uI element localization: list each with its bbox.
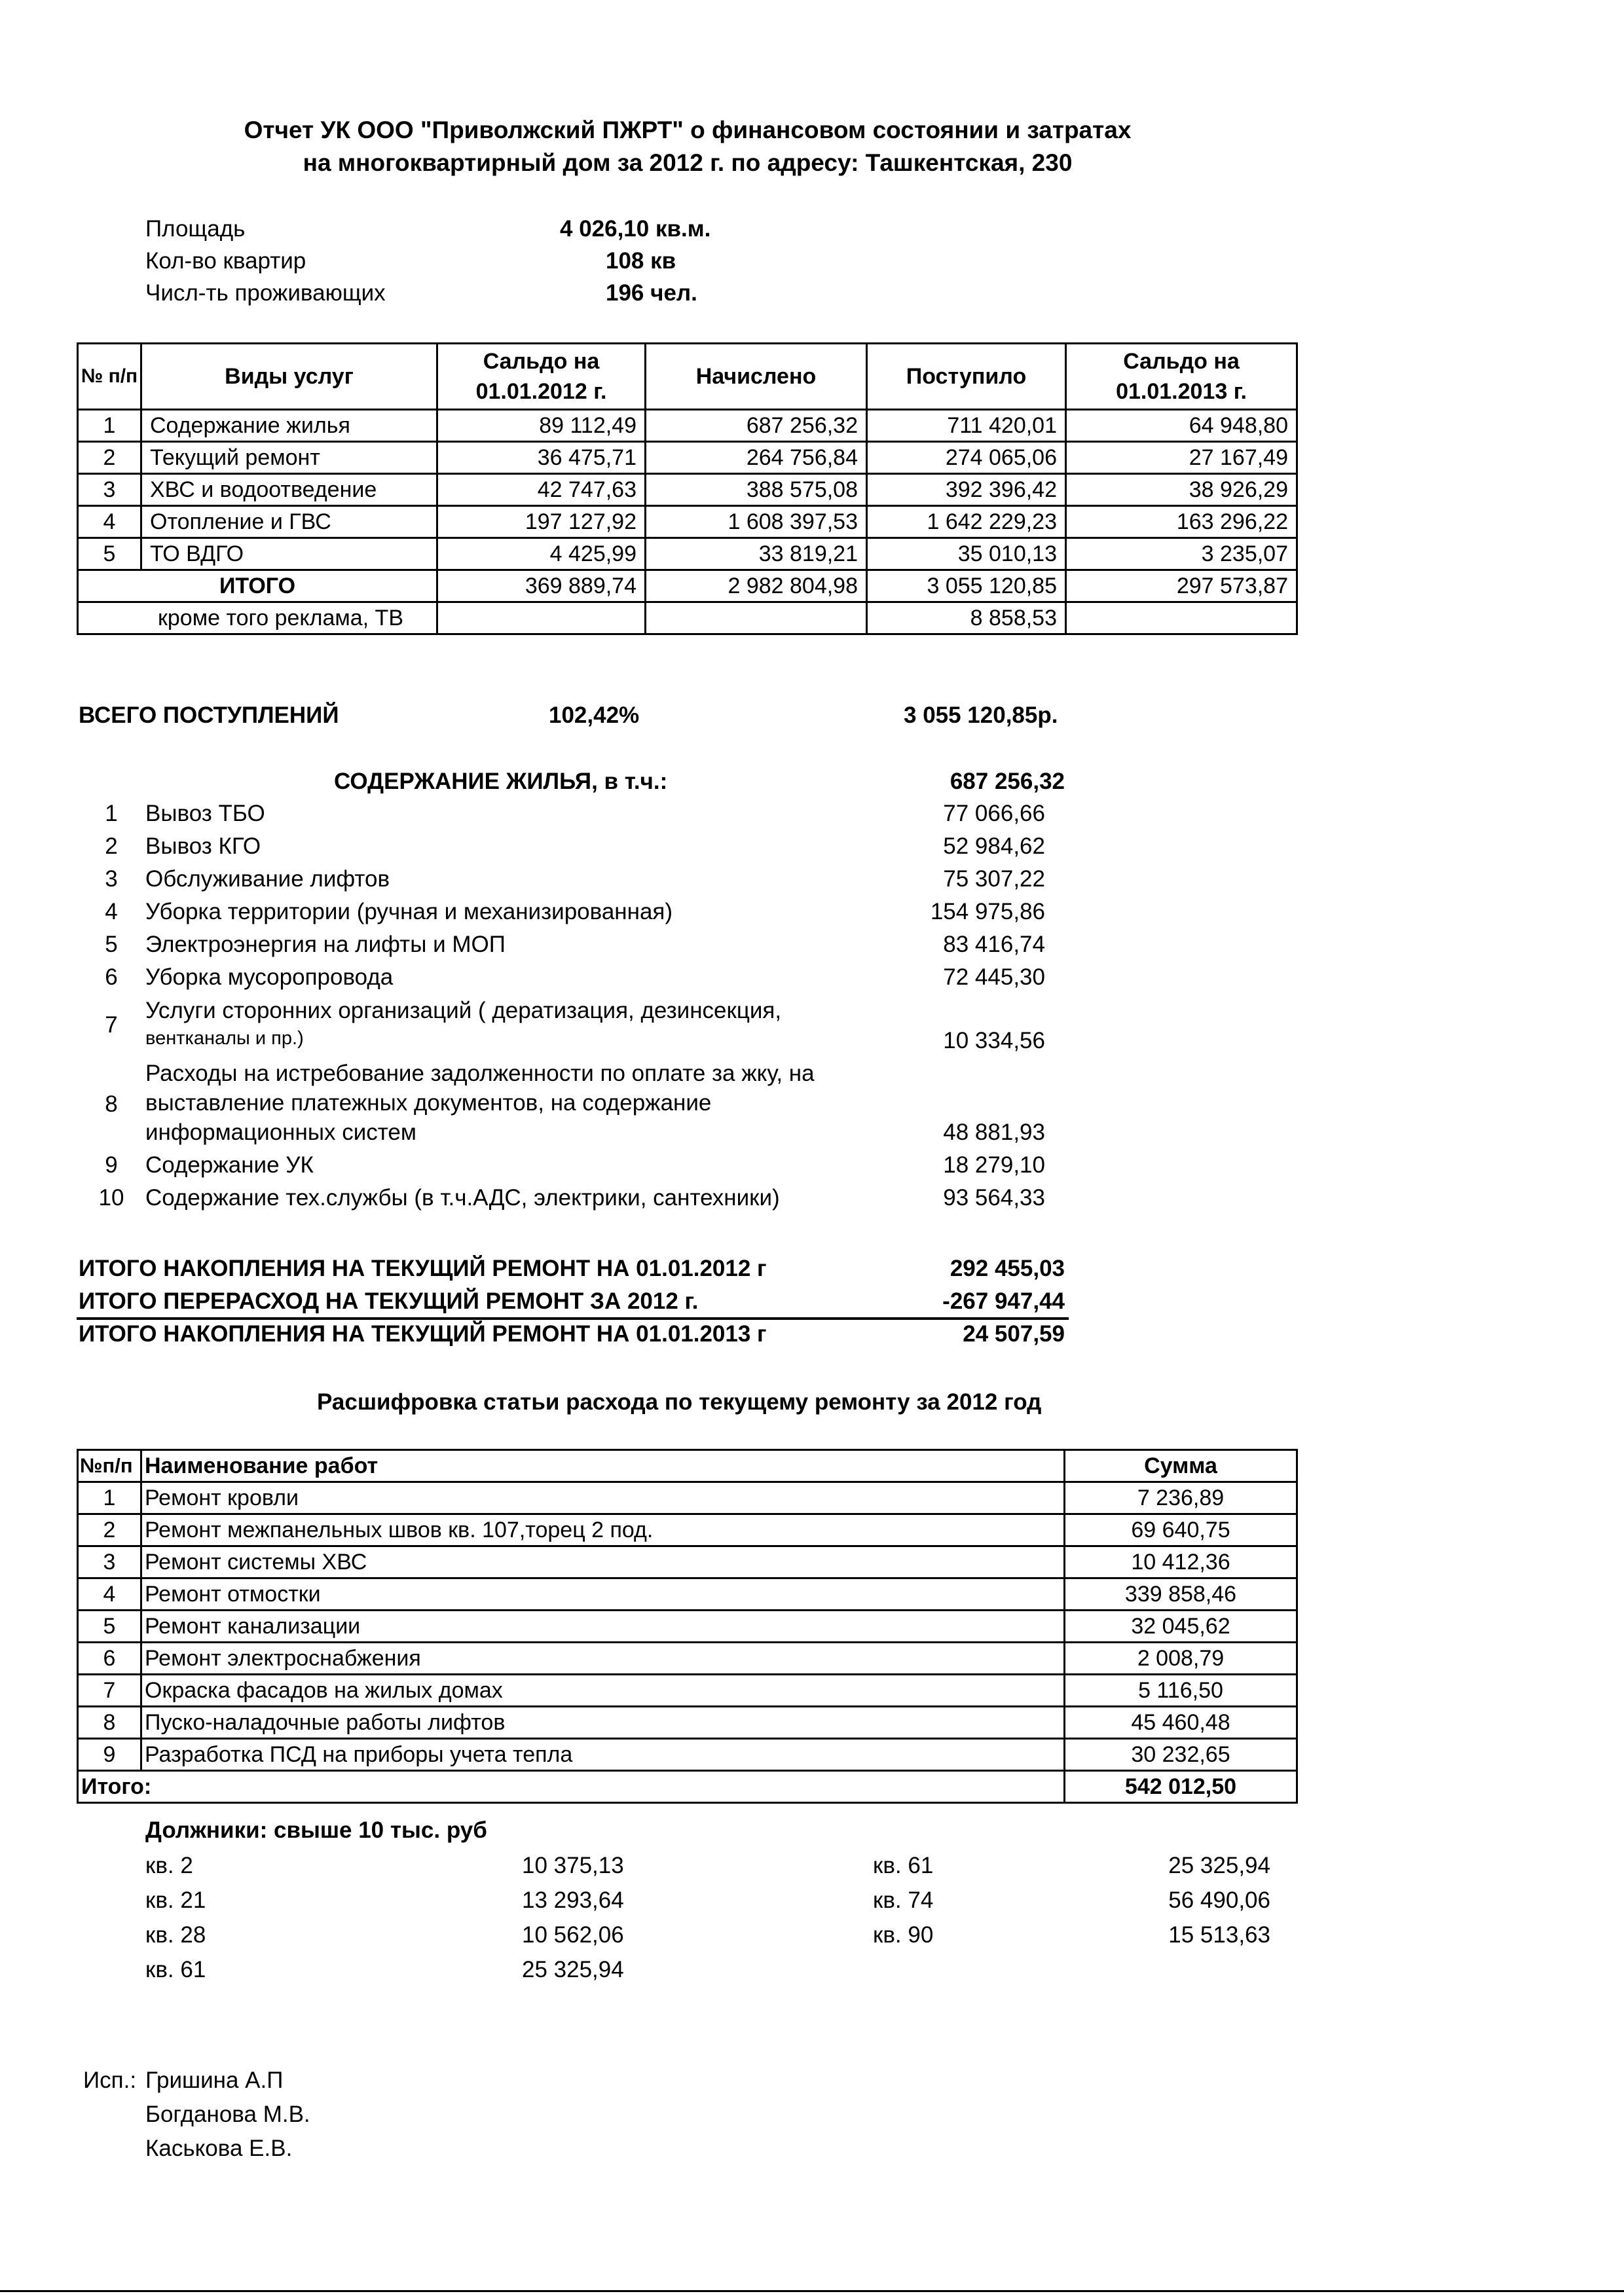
item-name: Расходы на истребование задолженности по оплате за жку, на — [145, 1061, 815, 1086]
item-name: выставление платежных документов, на содержание — [145, 1090, 712, 1116]
row-number: 1 — [78, 1482, 141, 1514]
executor-name: Гришина А.П — [145, 2068, 284, 2093]
debtor-amount: 15 513,63 — [1168, 1922, 1270, 1948]
repair-summary-label: ИТОГО НАКОПЛЕНИЯ НА ТЕКУЩИЙ РЕМОНТ НА 01.01.2013 г — [79, 1321, 767, 1347]
total-received-percent: 102,42% — [549, 702, 640, 728]
summary-divider — [77, 1317, 1069, 1320]
service-name: ТО ВДГО — [141, 538, 437, 570]
balance-end: 64 948,80 — [1066, 410, 1297, 442]
debtor-apartment: кв. 2 — [145, 1853, 193, 1878]
charged: 1 608 397,53 — [646, 506, 867, 538]
work-name: Ремонт кровли — [141, 1482, 1065, 1514]
item-number: 10 — [98, 1185, 124, 1211]
item-value: 93 564,33 — [943, 1185, 1045, 1211]
info-value: 108 кв — [606, 248, 676, 274]
balance-start: 89 112,49 — [437, 410, 646, 442]
received: 274 065,06 — [867, 442, 1066, 474]
item-number: 9 — [105, 1152, 118, 1178]
row-number: 5 — [78, 1611, 141, 1643]
received: 392 396,42 — [867, 474, 1066, 506]
extra-received: 8 858,53 — [867, 602, 1066, 634]
table-header-row — [78, 344, 1297, 410]
balance-end: 163 296,22 — [1066, 506, 1297, 538]
column-header: Сумма — [1065, 1450, 1297, 1482]
page-bottom-line — [0, 2290, 1624, 2292]
info-value: 4 026,10 кв.м. — [560, 216, 711, 242]
maintenance-total: 687 256,32 — [950, 769, 1065, 794]
total-sum: 542 012,50 — [1065, 1771, 1297, 1803]
repair-summary-value: 24 507,59 — [963, 1321, 1065, 1347]
row-number: 2 — [78, 442, 141, 474]
work-sum: 69 640,75 — [1065, 1514, 1297, 1546]
empty-cell — [437, 602, 646, 634]
work-sum: 5 116,50 — [1065, 1675, 1297, 1707]
service-name: Отопление и ГВС — [141, 506, 437, 538]
item-number: 2 — [105, 833, 118, 859]
extra-label: кроме того реклама, ТВ — [78, 602, 437, 634]
repair-summary-label: ИТОГО ПЕРЕРАСХОД НА ТЕКУЩИЙ РЕМОНТ ЗА 2012 г. — [79, 1288, 699, 1314]
table-header-row — [78, 1450, 1297, 1482]
item-name: Обслуживание лифтов — [145, 866, 390, 892]
item-value: 83 416,74 — [943, 932, 1045, 957]
work-name: Разработка ПСД на приборы учета тепла — [141, 1739, 1065, 1771]
executor-name: Богданова М.В. — [145, 2102, 310, 2127]
total-received-amount: 3 055 120,85р. — [904, 702, 1058, 728]
item-number: 8 — [105, 1091, 118, 1117]
row-number: 7 — [78, 1675, 141, 1707]
debtor-apartment: кв. 61 — [145, 1957, 206, 1982]
debtor-amount: 10 562,06 — [522, 1922, 624, 1948]
row-number: 3 — [78, 1546, 141, 1578]
total-balance-end: 297 573,87 — [1066, 570, 1297, 602]
item-value: 72 445,30 — [943, 964, 1045, 990]
table-extra-row — [78, 602, 1297, 634]
work-sum: 30 232,65 — [1065, 1739, 1297, 1771]
item-name: Вывоз ТБО — [145, 801, 265, 826]
column-header: Сальдо на 01.01.2013 г. — [1066, 344, 1297, 410]
debtor-apartment: кв. 90 — [873, 1922, 934, 1948]
repair-summary-value: -267 947,44 — [942, 1288, 1065, 1314]
debtor-amount: 25 325,94 — [522, 1957, 624, 1982]
column-header: Начислено — [646, 344, 867, 410]
item-number: 1 — [105, 801, 118, 826]
table-total-row — [78, 1771, 1297, 1803]
repair-summary-label: ИТОГО НАКОПЛЕНИЯ НА ТЕКУЩИЙ РЕМОНТ НА 01.01.2012 г — [79, 1256, 767, 1281]
work-sum: 339 858,46 — [1065, 1578, 1297, 1611]
received: 35 010,13 — [867, 538, 1066, 570]
balance-start: 4 425,99 — [437, 538, 646, 570]
debtor-apartment: кв. 28 — [145, 1922, 206, 1948]
repair-summary-value: 292 455,03 — [950, 1256, 1065, 1281]
item-name: Содержание УК — [145, 1152, 314, 1178]
item-name: вентканалы и пр.) — [145, 1028, 304, 1049]
work-sum: 32 045,62 — [1065, 1611, 1297, 1643]
balance-end: 38 926,29 — [1066, 474, 1297, 506]
work-name: Ремонт межпанельных швов кв. 107,торец 2 под. — [141, 1514, 1065, 1546]
balance-end: 3 235,07 — [1066, 538, 1297, 570]
debtor-apartment: кв. 74 — [873, 1887, 934, 1913]
total-label: ИТОГО — [78, 570, 437, 602]
work-sum: 2 008,79 — [1065, 1643, 1297, 1675]
work-name: Окраска фасадов на жилых домах — [141, 1675, 1065, 1707]
debtor-apartment: кв. 21 — [145, 1887, 206, 1913]
row-number: 9 — [78, 1739, 141, 1771]
table-row — [78, 1578, 1297, 1611]
table-row — [78, 1611, 1297, 1643]
item-number: 6 — [105, 964, 118, 990]
work-name: Пуско-наладочные работы лифтов — [141, 1707, 1065, 1739]
table-row — [78, 474, 1297, 506]
empty-cell — [646, 602, 867, 634]
row-number: 3 — [78, 474, 141, 506]
item-value: 154 975,86 — [930, 899, 1045, 924]
column-header: Наименование работ — [141, 1450, 1065, 1482]
total-charged: 2 982 804,98 — [646, 570, 867, 602]
item-name: информационных систем — [145, 1120, 416, 1145]
debtor-amount: 13 293,64 — [522, 1887, 624, 1913]
total-received: 3 055 120,85 — [867, 570, 1066, 602]
table-row — [78, 442, 1297, 474]
info-label: Кол-во квартир — [145, 248, 306, 274]
table-row — [78, 506, 1297, 538]
maintenance-heading: СОДЕРЖАНИЕ ЖИЛЬЯ, в т.ч.: — [334, 769, 668, 794]
column-header: Поступило — [867, 344, 1066, 410]
balance-start: 36 475,71 — [437, 442, 646, 474]
info-label: Числ-ть проживающих — [145, 280, 386, 306]
total-received-label: ВСЕГО ПОСТУПЛЕНИЙ — [79, 702, 339, 728]
item-number: 3 — [105, 866, 118, 892]
charged: 687 256,32 — [646, 410, 867, 442]
row-number: 5 — [78, 538, 141, 570]
work-name: Ремонт системы ХВС — [141, 1546, 1065, 1578]
column-header: №п/п — [78, 1450, 141, 1482]
repair-details-title: Расшифровка статьи расхода по текущему ремонту за 2012 год — [317, 1389, 1042, 1415]
row-number: 4 — [78, 1578, 141, 1611]
table-row — [78, 1643, 1297, 1675]
info-label: Площадь — [145, 216, 246, 242]
item-number: 7 — [105, 1012, 118, 1038]
item-number: 4 — [105, 899, 118, 924]
balance-end: 27 167,49 — [1066, 442, 1297, 474]
item-name: Содержание тех.службы (в т.ч.АДС, электрики, сантехники) — [145, 1185, 780, 1211]
service-name: Содержание жилья — [141, 410, 437, 442]
executor-name: Каськова Е.В. — [145, 2136, 293, 2161]
item-name: Электроэнергия на лифты и МОП — [145, 932, 506, 957]
column-header: Сальдо на 01.01.2012 г. — [437, 344, 646, 410]
item-value: 48 881,93 — [943, 1120, 1045, 1145]
table-row — [78, 538, 1297, 570]
item-value: 18 279,10 — [943, 1152, 1045, 1178]
row-number: 2 — [78, 1514, 141, 1546]
table-row — [78, 1675, 1297, 1707]
charged: 388 575,08 — [646, 474, 867, 506]
row-number: 1 — [78, 410, 141, 442]
debtor-amount: 25 325,94 — [1168, 1853, 1270, 1878]
table-row — [78, 410, 1297, 442]
info-value: 196 чел. — [606, 280, 697, 306]
report-title-line1: Отчет УК ООО "Приволжский ПЖРТ" о финансовом состоянии и затратах — [244, 117, 1132, 143]
received: 711 420,01 — [867, 410, 1066, 442]
debtor-amount: 56 490,06 — [1168, 1887, 1270, 1913]
total-label: Итого: — [78, 1771, 1065, 1803]
total-balance-start: 369 889,74 — [437, 570, 646, 602]
item-name: Уборка территории (ручная и механизированная) — [145, 899, 673, 924]
row-number: 6 — [78, 1643, 141, 1675]
item-value: 77 066,66 — [943, 801, 1045, 826]
table-row — [78, 1546, 1297, 1578]
row-number: 8 — [78, 1707, 141, 1739]
item-name: Услуги сторонних организаций ( дератизация, дезинсекция, — [145, 998, 782, 1023]
report-title-line2: на многоквартирный дом за 2012 г. по адресу: Ташкентская, 230 — [303, 149, 1073, 176]
table-row — [78, 1707, 1297, 1739]
debtor-amount: 10 375,13 — [522, 1853, 624, 1878]
column-header: № п/п — [78, 344, 141, 410]
row-number: 4 — [78, 506, 141, 538]
service-name: Текущий ремонт — [141, 442, 437, 474]
charged: 264 756,84 — [646, 442, 867, 474]
item-value: 75 307,22 — [943, 866, 1045, 892]
balance-start: 197 127,92 — [437, 506, 646, 538]
received: 1 642 229,23 — [867, 506, 1066, 538]
services-table — [77, 342, 1298, 635]
work-name: Ремонт отмостки — [141, 1578, 1065, 1611]
table-total-row — [78, 570, 1297, 602]
charged: 33 819,21 — [646, 538, 867, 570]
balance-start: 42 747,63 — [437, 474, 646, 506]
item-number: 5 — [105, 932, 118, 957]
column-header: Виды услуг — [141, 344, 437, 410]
table-row — [78, 1514, 1297, 1546]
debtors-heading: Должники: свыше 10 тыс. руб — [145, 1817, 487, 1843]
item-name: Уборка мусоропровода — [145, 964, 394, 990]
table-row — [78, 1739, 1297, 1771]
table-row — [78, 1482, 1297, 1514]
empty-cell — [1066, 602, 1297, 634]
item-value: 10 334,56 — [943, 1028, 1045, 1053]
item-value: 52 984,62 — [943, 833, 1045, 859]
work-name: Ремонт электроснабжения — [141, 1643, 1065, 1675]
work-sum: 10 412,36 — [1065, 1546, 1297, 1578]
debtor-apartment: кв. 61 — [873, 1853, 934, 1878]
work-sum: 45 460,48 — [1065, 1707, 1297, 1739]
work-sum: 7 236,89 — [1065, 1482, 1297, 1514]
work-name: Ремонт канализации — [141, 1611, 1065, 1643]
service-name: ХВС и водоотведение — [141, 474, 437, 506]
executors-label: Исп.: — [83, 2068, 137, 2093]
item-name: Вывоз КГО — [145, 833, 261, 859]
repair-details-table — [77, 1449, 1298, 1804]
